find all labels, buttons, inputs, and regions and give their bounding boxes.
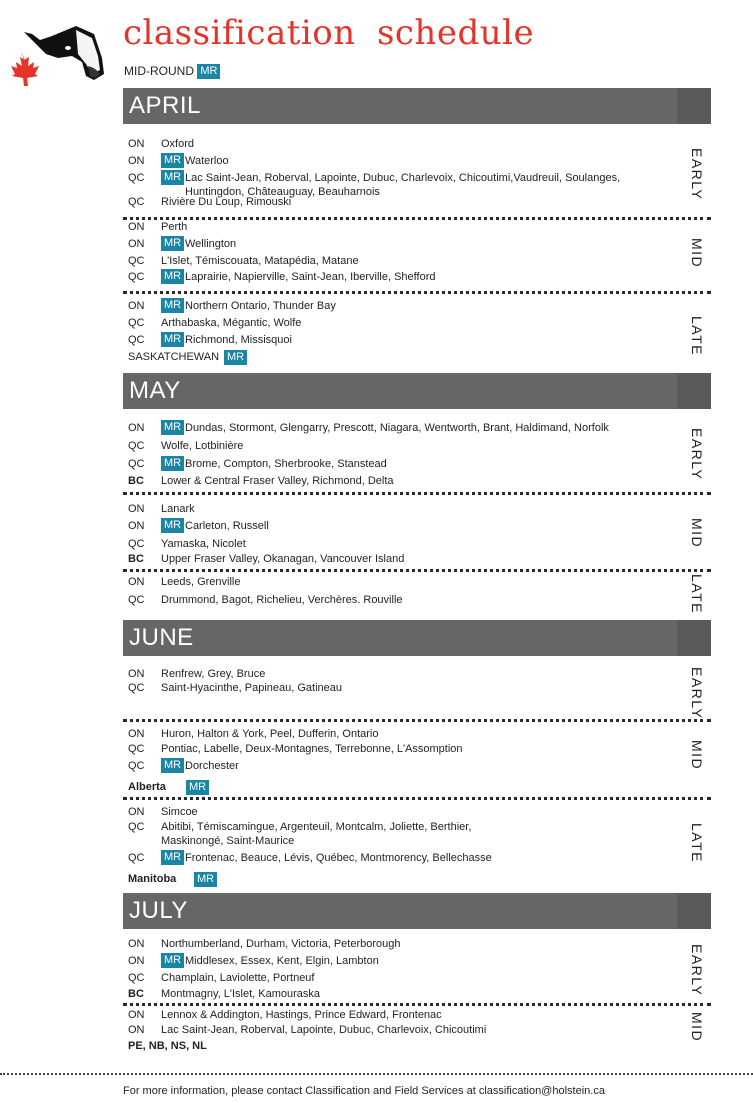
province-label: QC (128, 317, 145, 329)
mr-badge: MR (161, 269, 184, 284)
province-label: QC (128, 821, 145, 833)
month-header-april (123, 88, 711, 124)
region-list: Arthabaska, Mégantic, Wolfe (161, 317, 302, 329)
period-label: MID (689, 740, 705, 771)
period-divider (123, 217, 711, 220)
region-list: Drummond, Bagot, Richelieu, Verchères. Rouville (161, 594, 403, 606)
month-header-tab (677, 88, 711, 124)
region-list: Dorchester (185, 760, 239, 772)
mr-badge: MR (161, 953, 184, 968)
province-label: PE, NB, NS, NL (128, 1040, 207, 1052)
month-header-may (123, 373, 711, 409)
mr-badge: MR (161, 456, 184, 471)
region-list: Lennox & Addington, Hastings, Prince Edward, Frontenac (161, 1009, 442, 1021)
month-name: APRIL (129, 92, 201, 119)
province-label: QC (128, 760, 145, 772)
province-label: ON (128, 520, 145, 532)
province-label: ON (128, 221, 145, 233)
maple-leaf-icon (11, 52, 39, 86)
footer-contact: For more information, please contact Classification and Field Services at classification@holstein.ca (123, 1085, 605, 1097)
mr-badge: MR (161, 518, 184, 533)
month-name: JULY (129, 897, 188, 924)
period-divider (123, 492, 711, 495)
month-name: JUNE (129, 624, 194, 651)
divider (0, 1073, 753, 1075)
region-list: Lac Saint-Jean, Roberval, Lapointe, Dubuc, Charlevoix, Chicoutimi,Vaudreuil, Soulanges, Huntingdon, Châteauguay, Beauharnois (185, 172, 621, 198)
province-label: ON (128, 422, 145, 434)
province-label: ON (128, 238, 145, 250)
province-label: QC (128, 743, 145, 755)
period-divider (123, 291, 711, 294)
region-list: Northumberland, Durham, Victoria, Peterborough (161, 938, 401, 950)
region-list: Brome, Compton, Sherbrooke, Stanstead (185, 458, 387, 470)
period-label: EARLY (689, 944, 705, 997)
region-list: Middlesex, Essex, Kent, Elgin, Lambton (185, 955, 379, 967)
province-label: QC (128, 972, 145, 984)
region-list: Rivière Du Loup, Rimouski (161, 196, 292, 208)
period-label: MID (689, 1012, 705, 1043)
period-label: LATE (689, 823, 705, 863)
region-list: Oxford (161, 138, 195, 150)
province-label: ON (128, 1024, 145, 1036)
legend-label: MID-ROUND (124, 64, 194, 78)
province-label: QC (128, 440, 145, 452)
period-label: MID (689, 518, 705, 549)
province-label: SASKATCHEWAN (128, 351, 220, 363)
province-label: ON (128, 503, 145, 515)
region-list: Wolfe, Lotbinière (161, 440, 244, 452)
period-divider (123, 797, 711, 800)
period-divider (123, 719, 711, 722)
mr-badge: MR (161, 298, 184, 313)
province-label: ON (128, 300, 145, 312)
mr-badge: MR (161, 758, 184, 773)
province-label: Alberta (128, 781, 166, 793)
month-header-tab (677, 893, 711, 929)
province-label: BC (128, 988, 144, 1000)
month-header-tab (677, 620, 711, 656)
province-label: QC (128, 196, 145, 208)
province-label: BC (128, 475, 144, 487)
region-list: Lower & Central Fraser Valley, Richmond, Delta (161, 475, 394, 487)
province-label: BC (128, 553, 144, 565)
province-label: ON (128, 938, 145, 950)
mr-badge: MR (161, 170, 184, 185)
region-list: Huron, Halton & York, Peel, Dufferin, Ontario (161, 728, 379, 740)
province-label: QC (128, 334, 145, 346)
province-label: QC (128, 852, 145, 864)
province-label: QC (128, 538, 145, 550)
region-list: Yamaska, Nicolet (161, 538, 246, 550)
period-label: EARLY (689, 667, 705, 720)
mr-badge: MR (194, 872, 217, 887)
region-list: Dundas, Stormont, Glengarry, Prescott, Niagara, Wentworth, Brant, Haldimand, Norfolk (185, 422, 609, 434)
province-label: QC (128, 172, 145, 184)
period-label: MID (689, 238, 705, 269)
period-divider (123, 569, 711, 572)
region-list: Abitibi, Témiscamingue, Argenteuil, Montcalm, Joliette, Berthier, Maskinongé, Saint-Maurice (161, 821, 472, 847)
mr-badge: MR (197, 64, 220, 79)
region-list: Lac Saint-Jean, Roberval, Lapointe, Dubuc, Charlevoix, Chicoutimi (161, 1024, 487, 1036)
province-label: QC (128, 682, 145, 694)
region-list: Waterloo (185, 155, 229, 167)
legend (124, 63, 220, 79)
mr-badge: MR (161, 332, 184, 347)
period-label: EARLY (689, 148, 705, 201)
province-label: ON (128, 728, 145, 740)
province-label: ON (128, 806, 145, 818)
region-list: Montmagny, L'Islet, Kamouraska (161, 988, 321, 1000)
period-label: EARLY (689, 428, 705, 481)
province-label: QC (128, 594, 145, 606)
period-divider (123, 1003, 711, 1006)
region-list: Champlain, Laviolette, Portneuf (161, 972, 315, 984)
month-header-tab (677, 373, 711, 409)
mr-badge: MR (224, 350, 247, 365)
region-list: Lanark (161, 503, 195, 515)
mr-badge: MR (161, 236, 184, 251)
region-list: Leeds, Grenville (161, 576, 241, 588)
province-label: ON (128, 576, 145, 588)
region-list: Saint-Hyacinthe, Papineau, Gatineau (161, 682, 343, 694)
region-list: Perth (161, 221, 188, 233)
region-list: L'Islet, Témiscouata, Matapédia, Matane (161, 255, 359, 267)
region-list: Upper Fraser Valley, Okanagan, Vancouver Island (161, 553, 405, 565)
province-label: ON (128, 668, 145, 680)
mr-badge: MR (161, 153, 184, 168)
period-label: LATE (689, 316, 705, 356)
region-list: Wellington (185, 238, 237, 250)
mr-badge: MR (161, 420, 184, 435)
region-list: Pontiac, Labelle, Deux-Montagnes, Terrebonne, L'Assomption (161, 743, 463, 755)
province-label: QC (128, 255, 145, 267)
region-list: Richmond, Missisquoi (185, 334, 292, 346)
logo (6, 14, 106, 94)
month-name: MAY (129, 377, 181, 404)
period-label: LATE (689, 574, 705, 614)
month-header-june (123, 620, 711, 656)
region-list: Renfrew, Grey, Bruce (161, 668, 266, 680)
province-label: ON (128, 1009, 145, 1021)
province-label: ON (128, 155, 145, 167)
region-list: Carleton, Russell (185, 520, 269, 532)
page-title: classification schedule (123, 13, 535, 53)
region-list: Frontenac, Beauce, Lévis, Québec, Montmorency, Bellechasse (185, 852, 492, 864)
mr-badge: MR (186, 780, 209, 795)
mr-badge: MR (161, 850, 184, 865)
province-label: QC (128, 271, 145, 283)
province-label: ON (128, 138, 145, 150)
region-list: Northern Ontario, Thunder Bay (185, 300, 336, 312)
province-label: QC (128, 458, 145, 470)
province-label: ON (128, 955, 145, 967)
region-list: Laprairie, Napierville, Saint-Jean, Iberville, Shefford (185, 271, 436, 283)
province-label: Manitoba (128, 873, 177, 885)
region-list: Simcoe (161, 806, 198, 818)
month-header-july (123, 893, 711, 929)
